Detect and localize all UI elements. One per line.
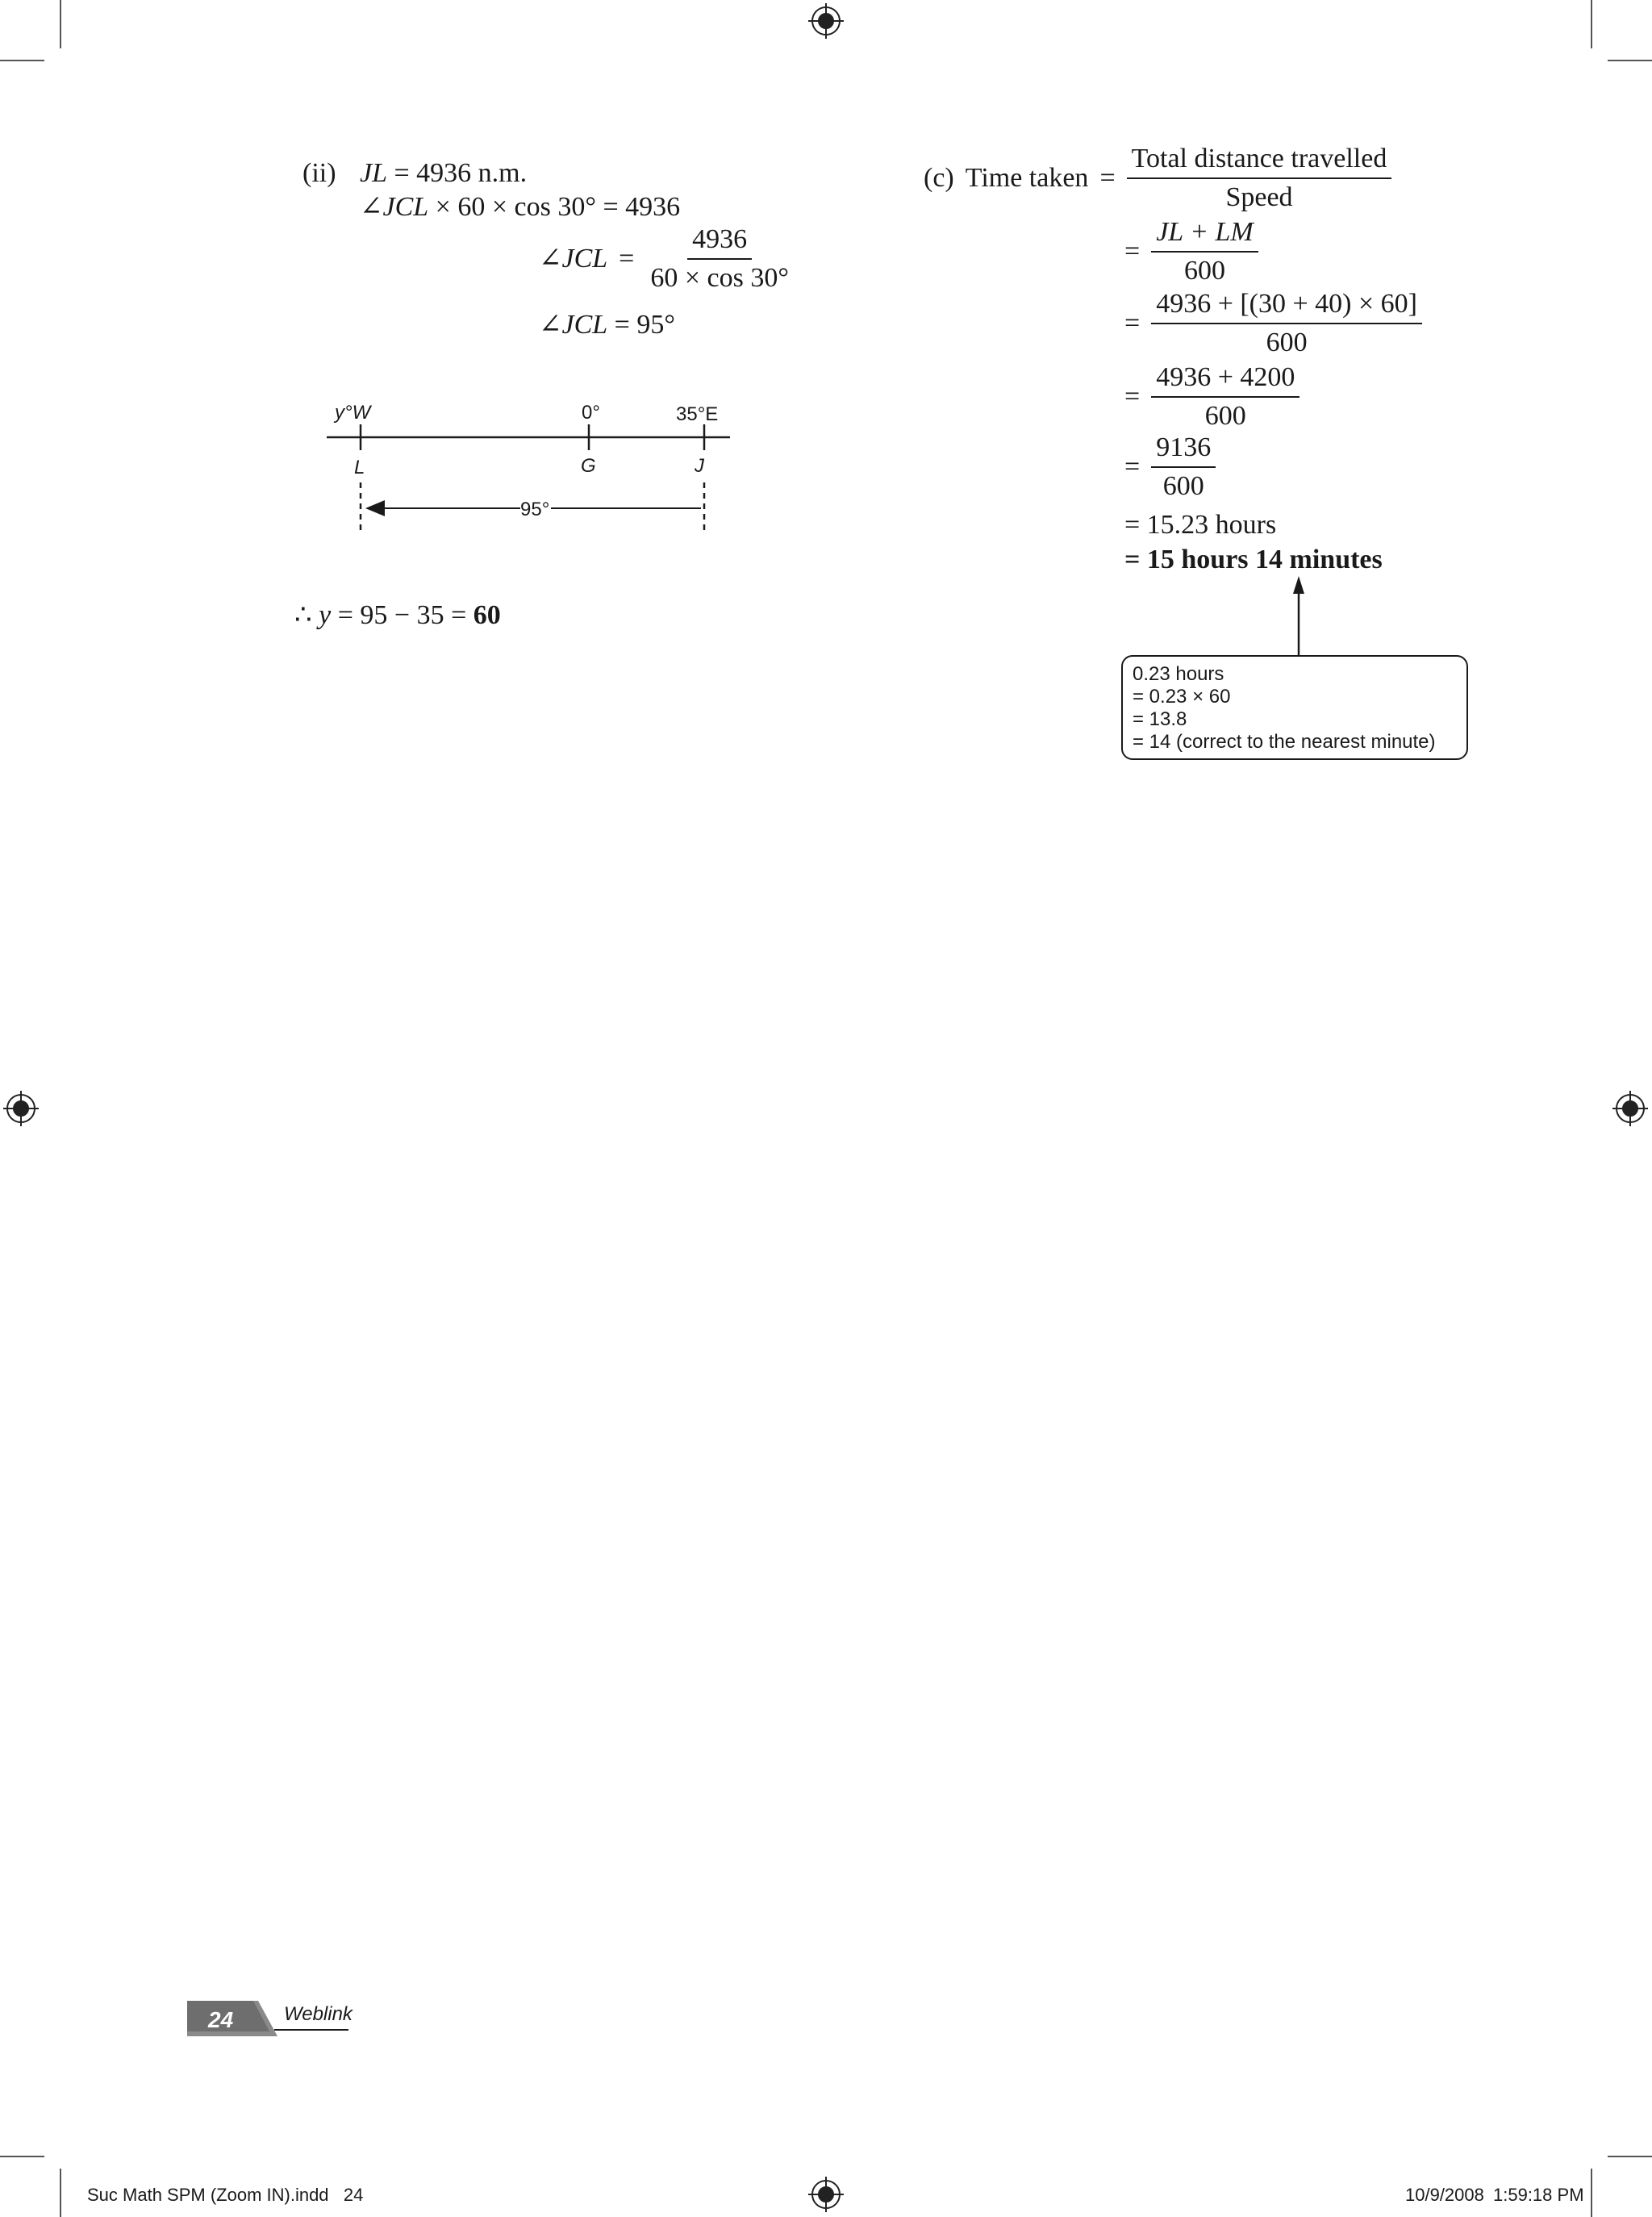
fraction-numerator: JL + LM [1151, 219, 1258, 253]
right-step4 [1124, 364, 1299, 430]
left-conclusion [294, 602, 501, 629]
right-step7-final-answer: = 15 hours 14 minutes [1124, 545, 1383, 574]
angle-result-rest: = 95° [607, 310, 675, 340]
angle-eq-rest: × 60 × cos 30° = 4936 [428, 192, 681, 222]
fraction-numerator: 4936 + 4200 [1151, 364, 1299, 398]
fraction-denominator: 600 [1183, 256, 1225, 286]
right-step3 [1124, 290, 1422, 357]
footer-file-info: Suc Math SPM (Zoom IN).indd 24 [87, 2185, 364, 2205]
jl-var: JL [360, 158, 387, 188]
fraction-numerator: 9136 [1151, 434, 1216, 468]
footer-time: 1:59:18 PM [1493, 2185, 1584, 2205]
fraction-denominator: 600 [1204, 401, 1246, 431]
note-line: = 0.23 × 60 [1133, 686, 1231, 708]
angle-jcl-var: ∠JCL [539, 244, 608, 273]
y-var: y [319, 600, 332, 630]
note-line: = 13.8 [1133, 708, 1187, 730]
left-line-jl [360, 160, 527, 187]
registration-mark-top [808, 3, 844, 39]
label-35-e: 35°E [676, 403, 719, 425]
point-j: J [695, 455, 704, 477]
conclusion-answer: 60 [473, 600, 501, 630]
step2-fraction [1151, 219, 1258, 285]
step5-fraction [1151, 434, 1216, 500]
point-g: G [581, 455, 596, 477]
therefore-symbol: ∴ [294, 600, 312, 630]
note-line: 0.23 hours [1133, 663, 1224, 685]
right-time-taken-row [924, 145, 1391, 211]
equals-sign: = [1124, 236, 1141, 266]
step1-fraction [1127, 145, 1392, 211]
right-step5 [1124, 434, 1216, 500]
footer-date: 10/9/2008 [1405, 2185, 1484, 2205]
fraction-denominator: Speed [1225, 182, 1293, 212]
equals-sign: = [1124, 308, 1141, 338]
fraction-numerator: Total distance travelled [1127, 145, 1392, 179]
label-y-w: y°W [335, 402, 371, 424]
weblink-underline [274, 2029, 348, 2031]
angle-fraction [645, 226, 794, 292]
step3-fraction [1151, 290, 1422, 357]
equals-sign: = [1124, 382, 1141, 411]
conclusion-expr: = 95 − 35 = [331, 600, 473, 630]
left-line-angle-equation [360, 194, 680, 221]
note-line: = 14 (correct to the nearest minute) [1133, 731, 1436, 753]
right-step6: = 15.23 hours [1124, 510, 1277, 540]
equals-sign: = [1099, 163, 1116, 193]
fraction-numerator: 4936 [687, 226, 752, 260]
equals-sign: = [619, 244, 635, 273]
jl-rest: = 4936 n.m. [387, 158, 528, 188]
left-part-label: (ii) [302, 158, 336, 188]
fraction-numerator: 4936 + [(30 + 40) × 60] [1151, 290, 1422, 324]
longitude-diagram [319, 395, 738, 541]
right-step2 [1124, 219, 1258, 285]
calculation-note-box [1121, 655, 1468, 760]
fraction-denominator: 60 × cos 30° [650, 263, 789, 293]
left-line-angle-fraction [539, 226, 794, 292]
page-number: 24 [208, 2007, 234, 2032]
time-taken-label: Time taken [965, 163, 1089, 193]
registration-mark-left [3, 1091, 39, 1126]
right-part-label: (c) [924, 163, 954, 193]
fraction-denominator: 600 [1266, 328, 1308, 357]
note-arrow [1283, 574, 1315, 657]
equals-sign: = [1124, 452, 1141, 482]
fraction-denominator: 600 [1162, 471, 1204, 501]
registration-mark-bottom [808, 2177, 844, 2212]
registration-mark-right [1612, 1091, 1648, 1126]
left-line-angle-result [539, 311, 675, 339]
angle-jcl-var: ∠JCL [360, 192, 429, 222]
step4-fraction [1151, 364, 1299, 430]
angle-jcl-var: ∠JCL [539, 310, 608, 340]
weblink-label: Weblink [284, 2003, 353, 2025]
point-l: L [354, 457, 365, 478]
label-0-deg: 0° [582, 402, 600, 424]
label-95-deg: 95° [520, 499, 550, 520]
